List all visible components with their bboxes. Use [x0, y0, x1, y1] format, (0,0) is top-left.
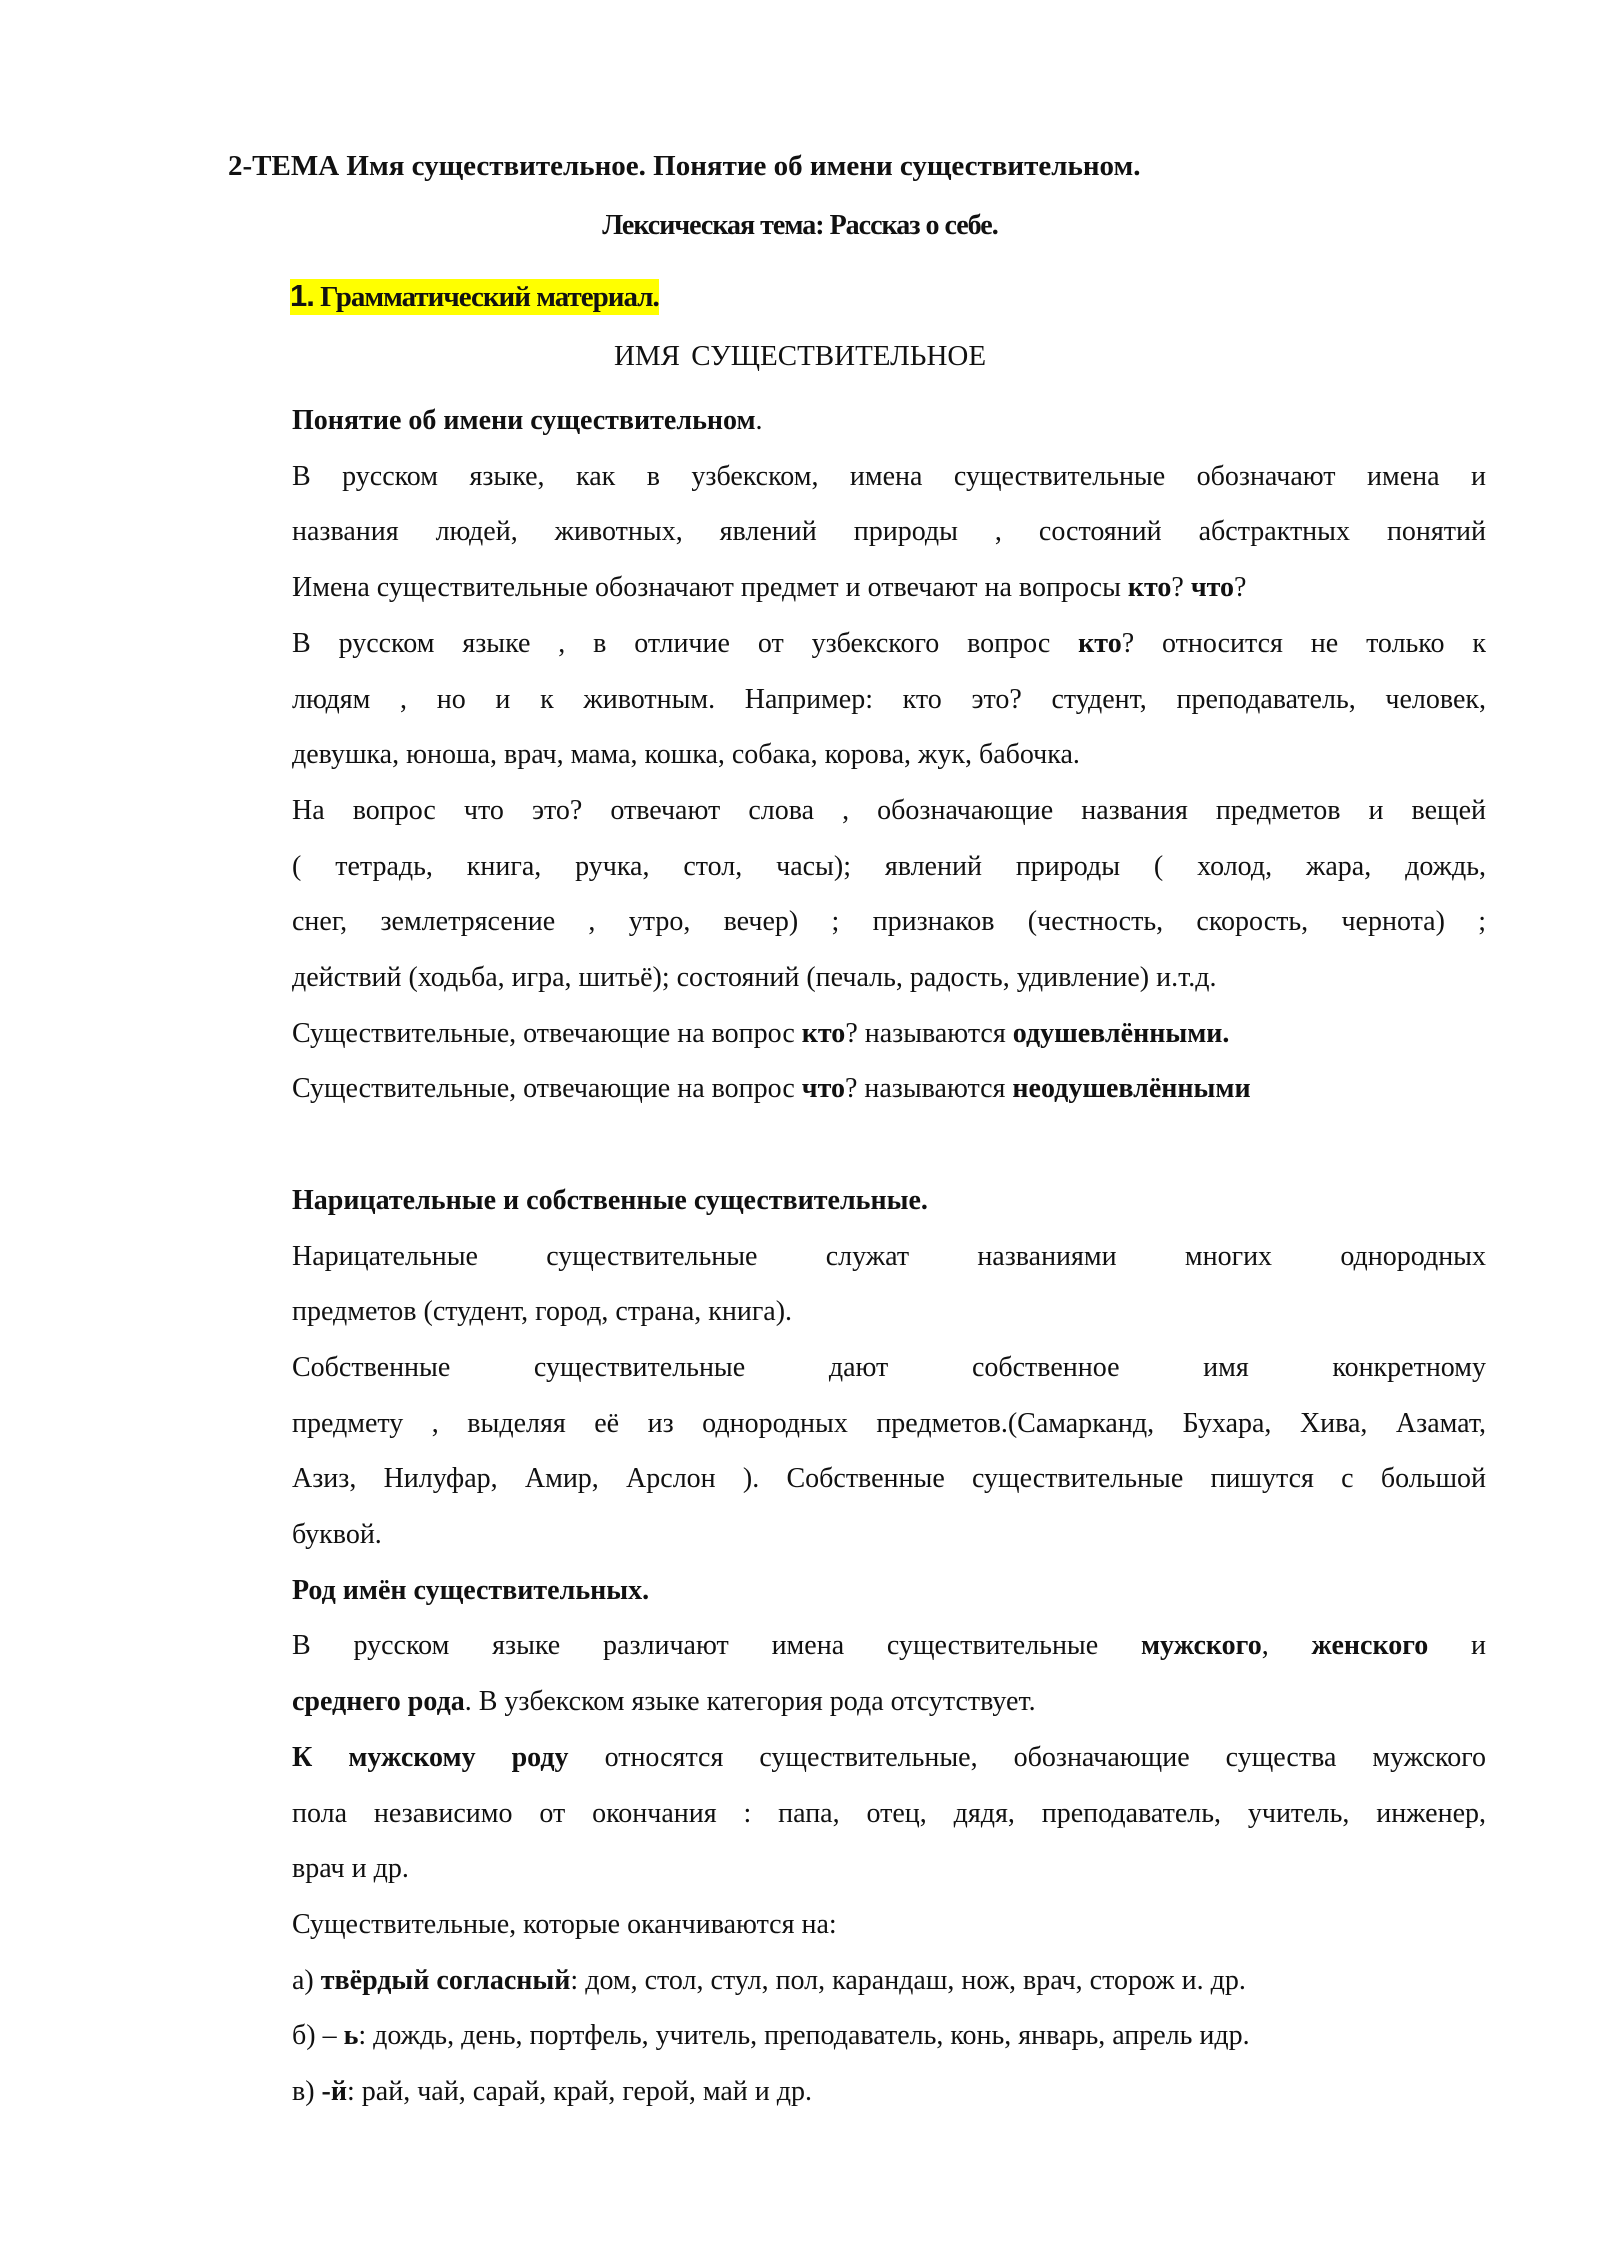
text-run: : рай, чай, сарай, край, герой, май и др.: [347, 2076, 813, 2108]
bold-term: неодушевлёнными: [1012, 1073, 1251, 1105]
text-run: : дом, стол, стул, пол, карандаш, нож, врач, сторож и. др.: [570, 1964, 1246, 1996]
text-run: Имена существительные обозначают предмет и отвечают на вопросы: [292, 572, 1128, 604]
paragraph-line: Нарицательные существительные служат названиями многих однородных: [292, 1240, 1486, 1272]
common-proper-heading-text: Нарицательные и собственные существительные.: [292, 1184, 928, 1216]
paragraph-line: названия людей, животных, явлений природы , состояний абстрактных понятий: [292, 516, 1486, 548]
paragraph-line: снег, землетрясение , утро, вечер) ; признаков (честность, скорость, чернота) ;: [292, 906, 1486, 938]
paragraph-line: На вопрос что это? отвечают слова , обозначающие названия предметов и вещей: [292, 794, 1486, 826]
highlighted-section-title: [290, 279, 659, 315]
main-heading: ИМЯ СУЩЕСТВИТЕЛЬНОЕ: [613, 340, 987, 372]
bold-term: К мужскому роду: [292, 1741, 569, 1773]
text-run: В русском языке , в отличие от узбекского вопрос: [292, 627, 1079, 659]
bold-term: одушевлёнными.: [1012, 1017, 1230, 1049]
common-proper-heading: [292, 1173, 1486, 1229]
animate-definition: [292, 1006, 1486, 1062]
paragraph-line: буквой.: [292, 1519, 382, 1551]
paragraph-line: [292, 1674, 1486, 1730]
concept-heading-tail: .: [755, 405, 763, 436]
bold-term: ь: [343, 2020, 359, 2052]
page-title: 2-ТЕМА Имя существительное. Понятие об имени существительном.: [228, 150, 1141, 182]
text-run: ?: [1234, 572, 1247, 604]
bold-term: мужского: [1140, 1630, 1262, 1662]
bold-term: что: [1190, 572, 1235, 604]
gender-heading-text: Род имён существительных.: [292, 1574, 650, 1606]
gender-heading: [292, 1563, 1486, 1619]
paragraph-line: девушка, юноша, врач, мама, кошка, собака, корова, жук, бабочка.: [292, 739, 1080, 771]
bold-term: что: [801, 1073, 845, 1105]
text-run: . В узбекском языке категория рода отсутствует.: [464, 1686, 1036, 1718]
paragraph-line: врач и др.: [292, 1853, 409, 1885]
text-run: относятся существительные, обозначающие существа мужского: [568, 1741, 1486, 1773]
text-run: и: [1428, 1630, 1487, 1662]
paragraph-line: [292, 1618, 1486, 1674]
bold-term: женского: [1311, 1630, 1429, 1662]
bold-term: -й: [321, 2076, 348, 2108]
list-item: [292, 1953, 1486, 2009]
paragraph-line: действий (ходьба, игра, шитьё); состояний (печаль, радость, удивление) и.т.д.: [292, 962, 1217, 994]
text-run: ? называются: [844, 1073, 1013, 1105]
list-item: [292, 2008, 1486, 2064]
text-run: В русском языке различают имена существительные: [292, 1630, 1141, 1662]
lexical-topic: Лексическая тема: Рассказ о себе.: [602, 210, 998, 241]
paragraph-line: В русском языке, как в узбекском, имена существительные обозначают имена и: [292, 460, 1486, 492]
paragraph-line: предметов (студент, город, страна, книга).: [292, 1296, 793, 1328]
text-run: ? относится не только к: [1121, 627, 1486, 659]
concept-heading: [292, 393, 1486, 449]
list-marker: в): [292, 2076, 322, 2108]
paragraph-line: пола независимо от окончания : папа, отец, дядя, преподаватель, учитель, инженер,: [292, 1797, 1486, 1829]
list-marker: б) –: [292, 2020, 344, 2052]
paragraph-line: Собственные существительные дают собственное имя конкретному: [292, 1351, 1486, 1383]
text-run: ?: [1171, 572, 1191, 604]
blank-line: [292, 1117, 1486, 1173]
paragraph-line: людям , но и к животным. Например: кто это? студент, преподаватель, человек,: [292, 683, 1486, 715]
paragraph-line: [292, 1730, 1486, 1786]
paragraph-line: [292, 616, 1486, 672]
text-run: Существительные, отвечающие на вопрос: [292, 1017, 802, 1049]
bold-term: твёрдый согласный: [320, 1964, 571, 1996]
section-title: Грамматический материал.: [313, 281, 659, 313]
text-run: Существительные, отвечающие на вопрос: [292, 1073, 802, 1105]
list-marker: а): [292, 1964, 321, 1996]
bold-term: кто: [801, 1017, 846, 1049]
document-body: [292, 393, 1486, 2120]
bold-term: кто: [1127, 572, 1172, 604]
bold-term: среднего рода: [292, 1686, 465, 1718]
text-run: : дождь, день, портфель, учитель, преподаватель, конь, январь, апрель идр.: [358, 2020, 1250, 2052]
bold-term: кто: [1078, 627, 1122, 659]
paragraph-line: Азиз, Нилуфар, Амир, Арслон ). Собственные существительные пишутся с большой: [292, 1463, 1486, 1495]
section-heading: [290, 278, 659, 314]
paragraph-line: ( тетрадь, книга, ручка, стол, часы); явлений природы ( холод, жара, дождь,: [292, 850, 1486, 882]
paragraph-line: [292, 560, 1486, 616]
text-run: ? называются: [845, 1017, 1013, 1049]
endings-intro: Существительные, которые оканчиваются на:: [292, 1908, 837, 1940]
list-item: [292, 2064, 1486, 2120]
section-number: 1.: [290, 278, 314, 313]
paragraph-line: предмету , выделяя её из однородных предметов.(Самарканд, Бухара, Хива, Азамат,: [292, 1407, 1486, 1439]
text-run: ,: [1261, 1630, 1312, 1662]
inanimate-definition: [292, 1061, 1486, 1117]
concept-heading-text: Понятие об имени существительном: [292, 405, 756, 436]
